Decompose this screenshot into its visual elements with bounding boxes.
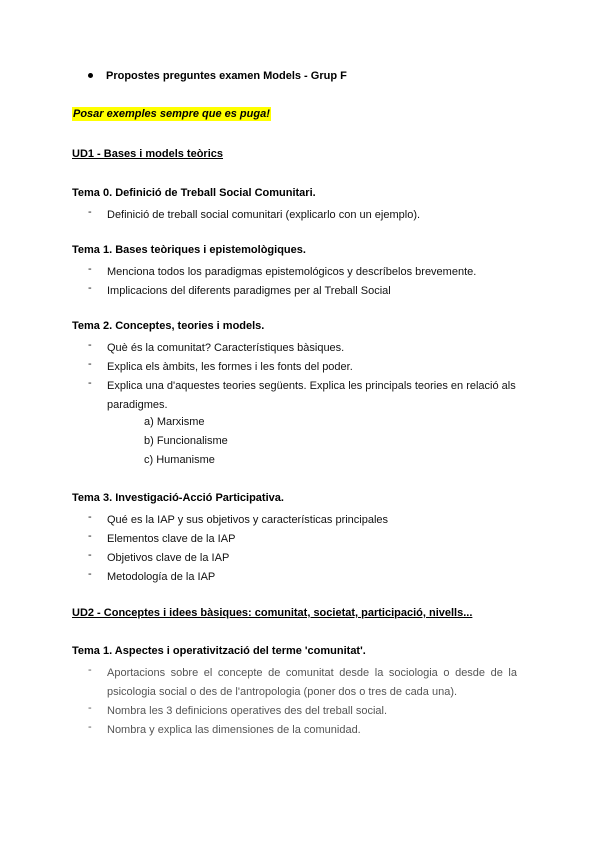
sub-item: b) Funcionalisme <box>144 435 228 447</box>
document-title-bullet <box>88 70 347 82</box>
document-page: Propostes preguntes examen Models - Grup F Posar exemples sempre que es puga! UD1 - Bases i models teòrics Tema 0. Definició de Treball Social Comunitari. - Definició de treball social comunitari (explicarlo con un ejemplo). Tema 1. Bases teòriques i epistemològiques. - Menciona todos los paradigmas epistemológicos y descríbelos brevemente. - Implicacions del diferents paradigmes per al Treball Social Tema 2. Conceptes, teories i models. - Què és la comunitat? Característiques bàsiques. - Explica els àmbits, les formes i les fonts del poder. - Explica una d'aquestes teories següents. Explica les principals teories en relació als paradigmes. a) Marxisme b) Funcionalisme c) Humanisme Tema 3. Investigació-Acció Participativa. - Qué es la IAP y sus objetivos y características principales - Elementos clave de la IAP - Objetivos clave de la IAP - Metodología de la IAP UD2 - Conceptes i idees bàsiques: comunitat, societat, participació, nivells... Tema 1. Aspectes i operativització del terme 'comunitat'. - Aportacions sobre el concepte de comunitat desde la sociologia o desde de la psicologia social o des de l'antropologia (poner dos o tres de cada una). - Nombra les 3 definicions operatives des del treball social. - Nombra y explica las dimensiones de la comunidad. <box>72 70 517 736</box>
ud1-tema1-heading: Tema 1. Bases teòriques i epistemològiques. <box>72 244 306 256</box>
ud1-tema0-heading: Tema 0. Definició de Treball Social Comunitari. <box>72 187 316 199</box>
sub-item: c) Humanisme <box>144 454 215 466</box>
ud1-tema2-heading: Tema 2. Conceptes, teories i models. <box>72 320 265 332</box>
ud1-tema3-heading: Tema 3. Investigació-Acció Participativa. <box>72 492 284 504</box>
unit-1-heading: UD1 - Bases i models teòrics <box>72 148 224 160</box>
highlighted-note: Posar exemples sempre que es puga! <box>73 108 270 120</box>
bullet-dot-icon <box>88 73 93 78</box>
unit-2-heading: UD2 - Conceptes i idees bàsiques: comunitat, societat, participació, nivells... <box>72 607 473 619</box>
document-title: Propostes preguntes examen Models - Grup F <box>106 70 347 82</box>
sub-item: a) Marxisme <box>144 416 205 428</box>
ud2-tema1-heading: Tema 1. Aspectes i operativització del terme 'comunitat'. <box>72 645 366 657</box>
